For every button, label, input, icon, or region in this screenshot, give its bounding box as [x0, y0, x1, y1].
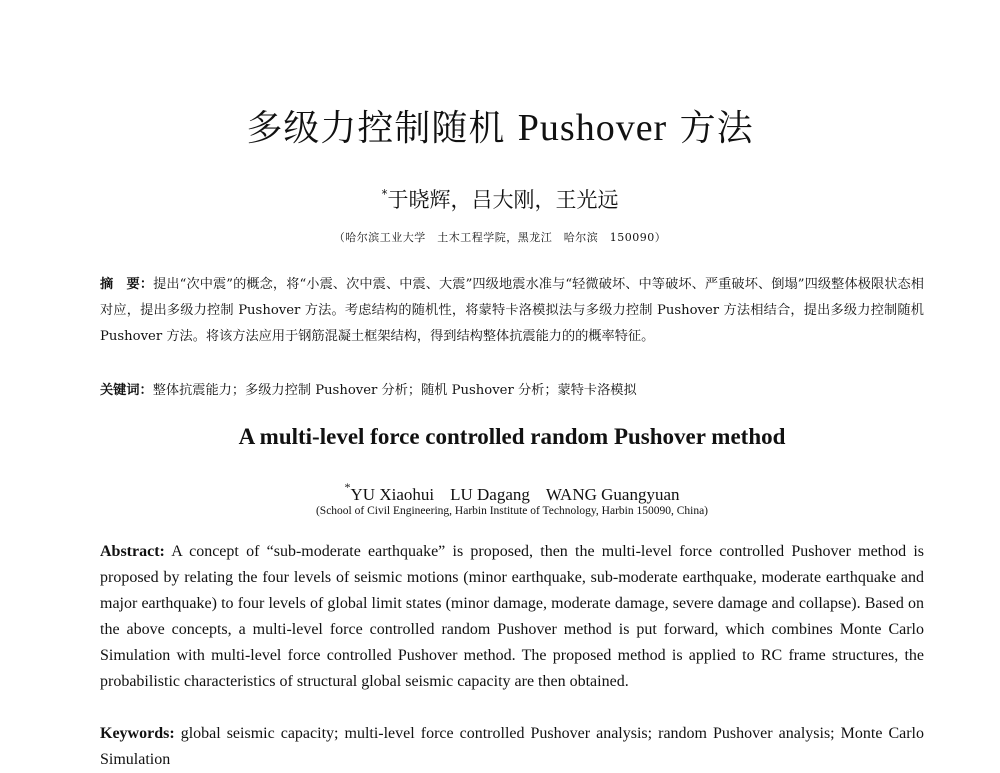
chinese-abstract-text: 提出“次中震”的概念，将“小震、次中震、中震、大震”四级地震水准与“轻微破坏、中等破坏、严重破坏、倒塌”四级整体极限状态相对应，提出多级力控制 Pushover 方法。考虑结构的随机性，将蒙特卡洛模拟法与多级力控制 Pushover 方法相结合，提出多级力控制随机 Pushover 方法。将该方法应用于钢筋混凝土框架结构，得到结构整体抗震能力的的概率特征。 [100, 277, 924, 344]
english-abstract-label: Abstract: [100, 543, 165, 560]
english-keywords-text: global seismic capacity; multi-level force controlled Pushover analysis; random Pushover analysis; Monte Carlo Simulation [100, 725, 924, 768]
chinese-title-latin: Pushover [517, 107, 668, 149]
chinese-affiliation: （哈尔滨工业大学 土木工程学院，黑龙江 哈尔滨 150090） [333, 231, 667, 244]
english-title: A multi-level force controlled random Pushover method [238, 424, 786, 449]
english-author-3: WANG Guangyuan [545, 485, 680, 504]
chinese-keywords-label: 关键词： [100, 383, 153, 398]
english-authors [0, 480, 1000, 505]
chinese-author-names: 于晓辉，吕大刚，王光远 [387, 188, 619, 212]
chinese-authors [0, 184, 1000, 214]
english-keywords [100, 721, 924, 773]
english-affiliation: (School of Civil Engineering, Harbin Institute of Technology, Harbin 150090, China) [315, 505, 709, 517]
chinese-title-post: 方法 [667, 108, 754, 149]
chinese-title-pre: 多级力控制随机 [246, 108, 518, 149]
english-abstract-text: A concept of “sub-moderate earthquake” is proposed, then the multi-level force controlled Pushover method is proposed by relating the four levels of seismic motions (minor earthquake, sub-moderate earthquake, moderate earthquake and major earthquake) to four levels of global limit states (minor damage, moderate damage, severe damage and collapse). Based on the above concepts, a multi-level force controlled random Pushover method is put forward, which combines Monte Carlo Simulation with multi-level force controlled Pushover method. The proposed method is applied to RC frame structures, the probabilistic characteristics of structural global seismic capacity are then obtained. [100, 543, 925, 690]
corresponding-author-mark: * [381, 187, 388, 201]
english-keywords-label: Keywords: [100, 725, 175, 742]
english-author-2: LU Dagang [450, 485, 530, 504]
english-abstract [100, 539, 924, 695]
chinese-keywords-text: 整体抗震能力；多级力控制 Pushover 分析；随机 Pushover 分析；蒙特卡洛模拟 [152, 383, 637, 398]
english-corresponding-author-mark: * [344, 480, 351, 494]
english-author-1: YU Xiaohui [350, 485, 435, 504]
chinese-abstract [100, 272, 924, 350]
chinese-title [0, 100, 1000, 151]
chinese-abstract-label: 摘 要： [100, 277, 154, 292]
chinese-keywords [100, 378, 924, 404]
